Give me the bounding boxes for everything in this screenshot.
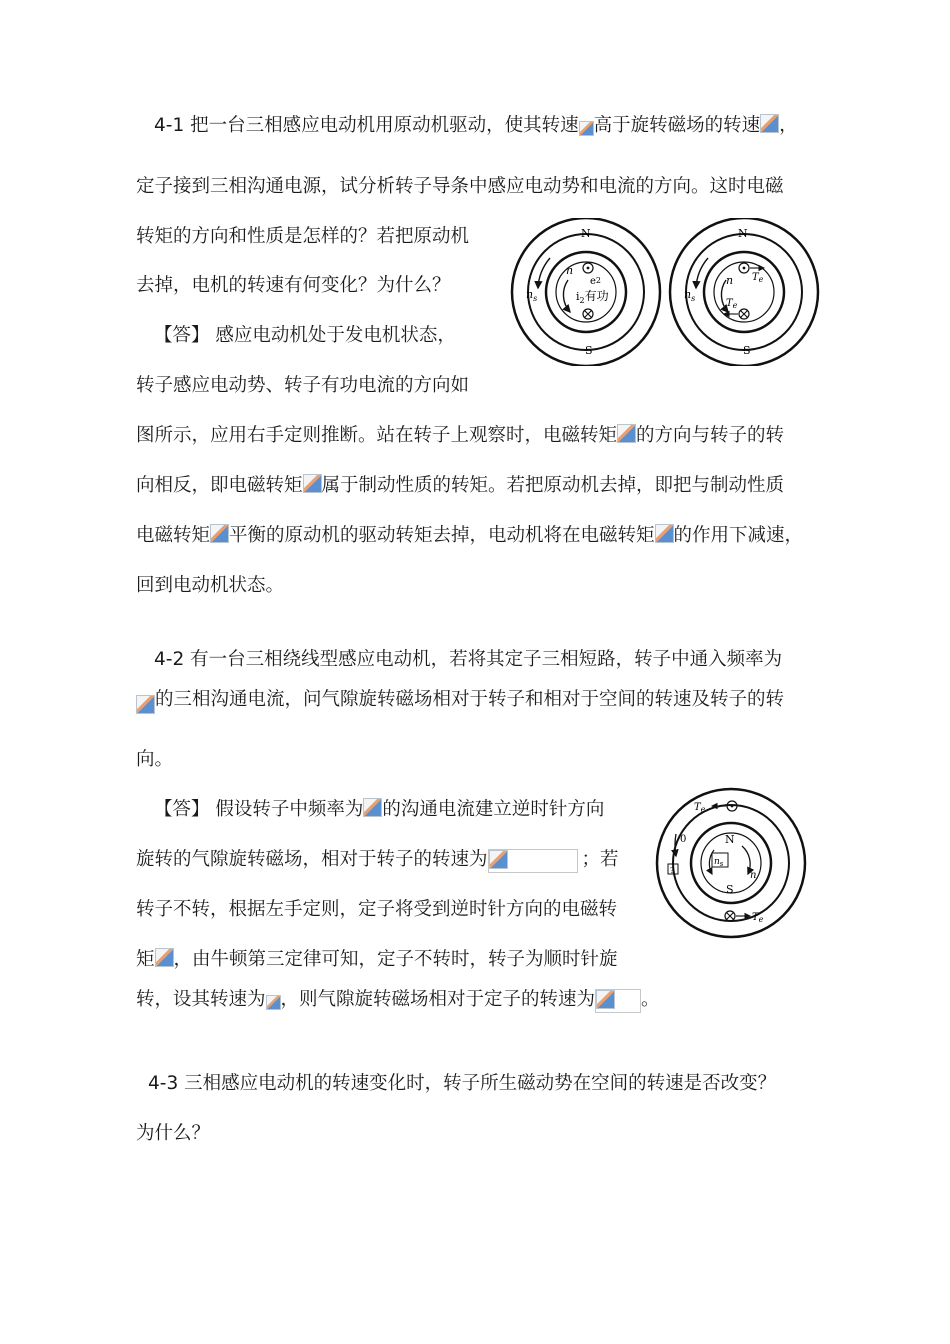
- q42-answer-line-4: 【答】 假设转子中频率为 的沟通电流建立逆时针方向: [154, 799, 605, 820]
- q43-line-2: 为什么？: [136, 1123, 211, 1144]
- label-te-top: $T_e$: [752, 272, 764, 284]
- n-arrow: [563, 280, 570, 312]
- formula-image-icon: [596, 990, 615, 1009]
- q41-line-4: 去掉，电机的转速有何变化？为什么？: [136, 275, 451, 296]
- formula-image-icon: [617, 424, 636, 443]
- label-n: n: [750, 870, 757, 881]
- label-n: n: [726, 274, 734, 287]
- dot-mark: [731, 805, 734, 808]
- q41-line-2: 定子接到三相沟通电源，试分析转子导条中感应电动势和电流的方向。这时电磁: [136, 176, 784, 197]
- label-te-bottom: $T_e$: [752, 912, 764, 924]
- formula-box: [488, 849, 578, 873]
- q41-line-1: 4-1 把一台三相感应电动机用原动机驱动，使其转速 高于旋转磁场的转速 ，: [154, 115, 798, 136]
- label-te-top: $T_e$: [694, 802, 706, 814]
- cross-mark: [727, 913, 734, 920]
- label-ns: $n_s$: [714, 857, 724, 868]
- q42-line-3: 向。: [136, 749, 174, 770]
- q42-line-7: 矩 ，由牛顿第三定律可知，定子不转时，转子为顺时针旋: [136, 949, 618, 970]
- q41-line-10: 回到电动机状态。: [136, 575, 285, 596]
- formula-image-icon: [303, 474, 322, 493]
- rotor-outer-circle: [704, 252, 784, 332]
- label-te-mid: $T_e$: [726, 298, 738, 310]
- formula-image-icon: [760, 114, 779, 133]
- formula-image-icon: [363, 798, 382, 817]
- label-n: n: [566, 264, 574, 277]
- label-S: S: [743, 344, 751, 357]
- q41-line-9: 电磁转矩 平衡的原动机的驱动转矩去掉，电动机将在电磁转矩 的作用下减速，: [136, 525, 804, 546]
- q41-answer-line-5: 【答】 感应电动机处于发电机状态，: [154, 325, 456, 346]
- label-box: ?: [670, 866, 675, 875]
- formula-image-icon: [655, 524, 674, 543]
- q43-line-1: 4-3 三相感应电动机的转速变化时，转子所生磁动势在空间的转速是否改变？: [148, 1073, 777, 1094]
- diagram-left: [512, 218, 660, 366]
- formula-image-icon: [155, 948, 174, 967]
- label-i2: $i_2$有功: [576, 289, 609, 305]
- formula-image-icon: [266, 995, 281, 1010]
- formula-image-icon: [579, 121, 594, 136]
- q41-line-6: 转子感应电动势、转子有功电流的方向如: [136, 375, 470, 396]
- formula-box: [595, 989, 641, 1013]
- rotor-inner-circle: [714, 262, 774, 322]
- label-S: S: [726, 883, 734, 896]
- dot-mark: [743, 267, 746, 270]
- label-N: N: [581, 227, 591, 240]
- ns-arrow: [696, 258, 708, 288]
- q41-line-7: 图所示，应用右手定则推断。站在转子上观察时，电磁转矩 的方向与转子的转: [136, 425, 785, 446]
- label-N: N: [725, 833, 735, 846]
- q42-line-2: 的三相沟通电流，问气隙旋转磁场相对于转子和相对于空间的转速及转子的转: [136, 688, 784, 712]
- q42-line-6: 转子不转，根据左手定则，定子将受到逆时针方向的电磁转: [136, 899, 618, 920]
- label-S: S: [585, 344, 593, 357]
- dot-mark: [587, 267, 590, 270]
- q42-line-8: 转，设其转速为 ，则气隙旋转磁场相对于定子的转速为 。: [136, 988, 660, 1012]
- cross-mark: [585, 311, 592, 318]
- figure-generator-state: [508, 218, 824, 366]
- formula-image-icon: [210, 524, 229, 543]
- q41-line-3: 转矩的方向和性质是怎样的？若把原动机: [136, 226, 470, 247]
- figure-stator-shorted: [654, 786, 808, 940]
- label-N: N: [738, 227, 748, 240]
- formula-image-icon: [136, 695, 155, 714]
- cross-mark: [741, 311, 748, 318]
- label-ns: $n_s$: [526, 288, 538, 303]
- label-ns: $n_s$: [684, 288, 696, 303]
- q42-line-5: 旋转的气隙旋转磁场，相对于转子的转速为 ；若: [136, 848, 619, 872]
- q42-line-1: 4-2 有一台三相绕线型感应电动机，若将其定子三相短路，转子中通入频率为: [154, 649, 783, 670]
- q41-line-8: 向相反，即电磁转矩 属于制动性质的转矩。若把原动机去掉，即把与制动性质: [136, 475, 785, 496]
- label-e2: e2: [590, 276, 602, 287]
- formula-image-icon: [489, 850, 508, 869]
- ns-arrow: [538, 258, 550, 288]
- diagram-right: [670, 218, 818, 366]
- n-arrow: [742, 846, 750, 874]
- label-zero: 0: [680, 834, 687, 845]
